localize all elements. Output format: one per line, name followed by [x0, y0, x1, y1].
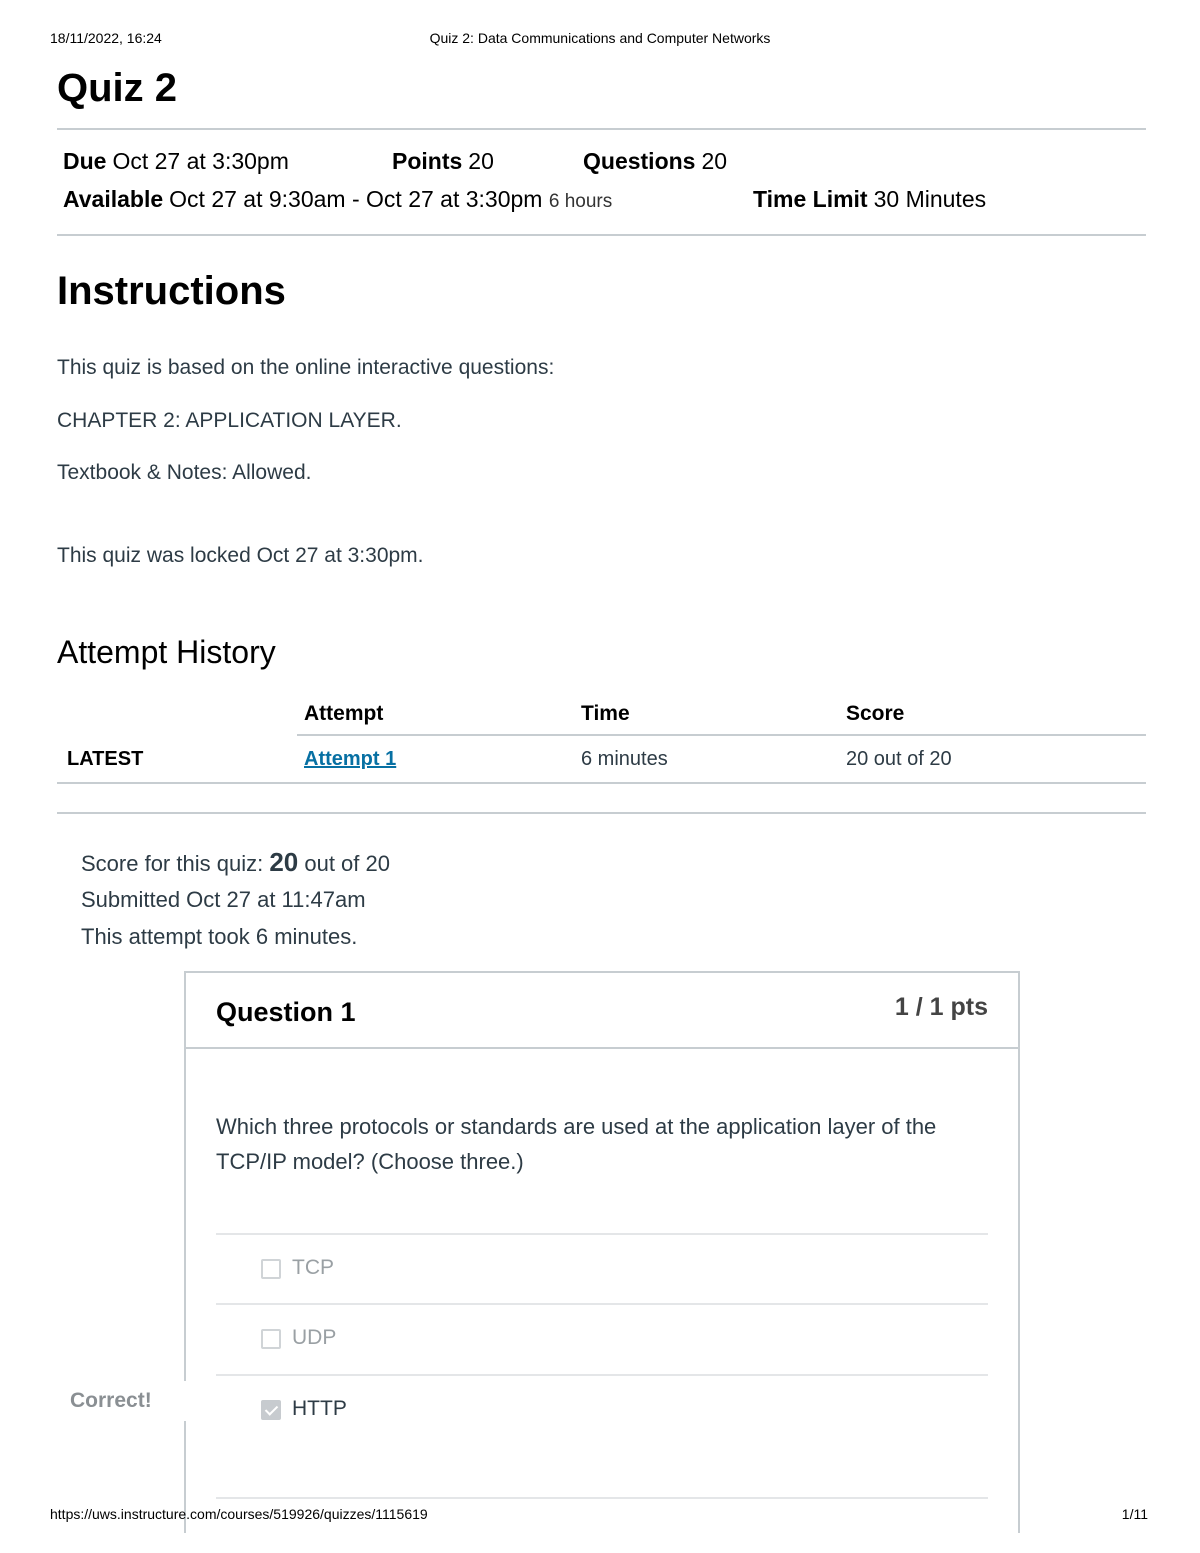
column-header-time: Time: [581, 702, 630, 725]
available-detail: [63, 186, 612, 213]
answer-option[interactable]: [216, 1233, 988, 1305]
question-text: Which three protocols or standards are used at the application layer of the TCP/IP model? (Choose three.): [216, 1114, 937, 1174]
available-value: Oct 27 at 9:30am - Oct 27 at 3:30pm: [169, 186, 543, 212]
points-detail: [392, 148, 494, 175]
time-limit-label: Time Limit: [753, 186, 868, 212]
attempt-history-table: [57, 694, 1146, 784]
due-label: Due: [63, 148, 107, 174]
column-header-attempt: Attempt: [304, 702, 384, 725]
checkbox-unchecked-icon[interactable]: [261, 1329, 281, 1349]
correct-answer-flag: Correct!: [62, 1381, 192, 1421]
time-limit-value: 30 Minutes: [873, 186, 987, 212]
print-header: [50, 30, 1150, 48]
score-suffix: out of 20: [304, 851, 390, 876]
score-summary: [81, 844, 390, 955]
question-title: Question 1: [216, 997, 356, 1027]
available-label: Available: [63, 186, 164, 212]
attempt-time: 6 minutes: [581, 748, 668, 770]
question-points: 1 / 1 pts: [894, 993, 988, 1021]
answer-label: TCP: [292, 1256, 334, 1279]
due-value: Oct 27 at 3:30pm: [112, 148, 289, 174]
instructions-heading: Instructions: [57, 269, 286, 313]
score-line: [81, 844, 390, 881]
print-document-title: Quiz 2: Data Communications and Computer Networks: [429, 30, 771, 46]
latest-tag: LATEST: [67, 748, 144, 770]
quiz-content: [57, 62, 1146, 949]
instruction-line: Textbook & Notes: Allowed.: [57, 461, 312, 484]
print-datetime: 18/11/2022, 16:24: [50, 30, 162, 46]
checkbox-checked-icon[interactable]: [261, 1400, 281, 1420]
table-header: [57, 694, 1146, 734]
score-value: 20: [269, 847, 299, 877]
points-value: 20: [468, 148, 494, 174]
details-divider: [57, 234, 1146, 236]
table-row: [57, 734, 1146, 784]
questions-value: 20: [701, 148, 728, 174]
column-header-score: Score: [846, 702, 905, 725]
checkbox-unchecked-icon[interactable]: [261, 1259, 281, 1279]
questions-detail: [583, 148, 727, 175]
answer-divider: [216, 1497, 988, 1499]
attempt-score: 20 out of 20: [846, 748, 952, 770]
instruction-line: This quiz is based on the online interactive questions:: [57, 356, 555, 379]
instruction-line: CHAPTER 2: APPLICATION LAYER.: [57, 409, 402, 432]
quiz-details: [57, 130, 1146, 234]
duration-line: This attempt took 6 minutes.: [81, 924, 358, 949]
section-divider: [57, 812, 1146, 814]
page-number: 1/11: [1121, 1506, 1148, 1522]
score-prefix: Score for this quiz:: [81, 851, 264, 876]
print-url: https://uws.instructure.com/courses/519926/quizzes/1115619: [50, 1506, 428, 1522]
answer-option[interactable]: [216, 1374, 988, 1446]
page-title: Quiz 2: [57, 66, 178, 110]
attempt-history-heading: Attempt History: [57, 634, 276, 670]
question-header: [186, 973, 1018, 1049]
attempt-1-link[interactable]: Attempt 1: [304, 748, 397, 770]
answer-option[interactable]: [216, 1303, 988, 1375]
answer-label: HTTP: [292, 1397, 347, 1420]
answer-label: UDP: [292, 1326, 337, 1349]
available-duration: 6 hours: [548, 191, 613, 212]
due-detail: [63, 148, 289, 175]
question-card: [184, 971, 1020, 1533]
time-limit-detail: [753, 186, 986, 213]
points-label: Points: [392, 148, 463, 174]
submitted-line: Submitted Oct 27 at 11:47am: [81, 887, 366, 912]
questions-label: Questions: [583, 148, 696, 174]
locked-note: This quiz was locked Oct 27 at 3:30pm.: [57, 544, 424, 567]
